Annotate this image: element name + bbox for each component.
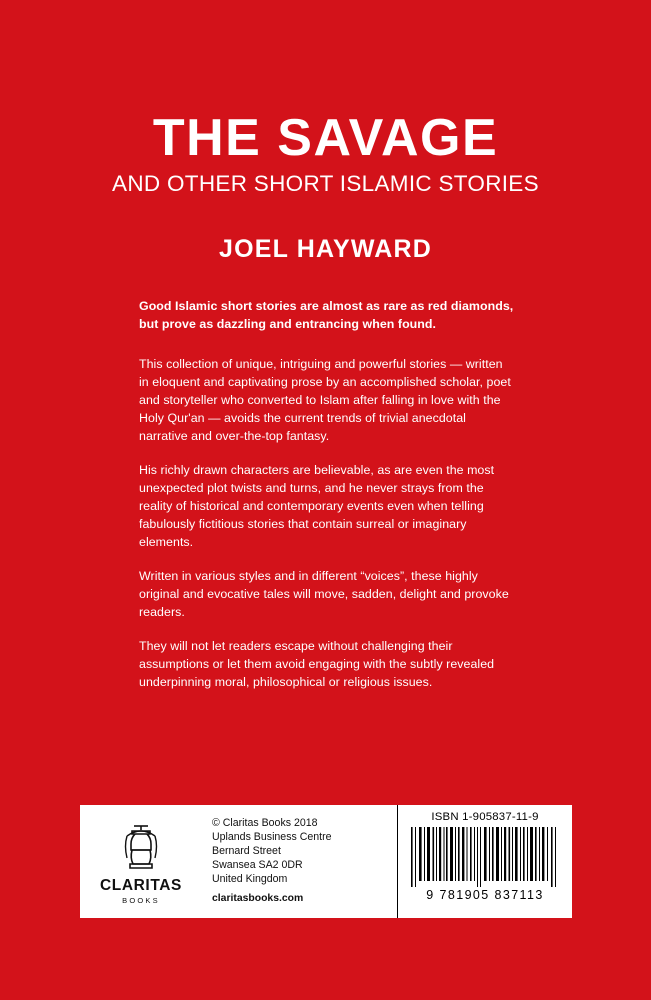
title-block [0,109,651,264]
page-title: THE SAVAGE [152,109,499,167]
publisher-sub: BOOKS [122,896,160,905]
blurb-paragraph: His richly drawn characters are believable, as are even the most unexpected plot twists and turns, and he never strays from the reality of historical and contemporary events even when telling fabulously fictitious stories that contain surreal or imaginary elements. [139,462,495,549]
page-subtitle: AND OTHER SHORT ISLAMIC STORIES [112,171,539,197]
copyright-line: © Claritas Books 2018 [212,817,318,829]
barcode-icon [409,827,561,887]
publisher-website[interactable]: claritasbooks.com [212,893,304,905]
footer-panel [80,805,572,918]
blurb-paragraph: They will not let readers escape without challenging their assumptions or let them avoid engaging with the subtly revealed underpinning moral, philosophical or religious issues. [139,638,495,689]
publisher-address [203,805,397,918]
blurb-lead: Good Islamic short stories are almost as rare as red diamonds, but prove as dazzling and entrancing when found. [139,299,514,331]
address-line-1: Uplands Business Centre [212,831,332,844]
publisher-logo [80,805,203,918]
author-name: JOEL HAYWARD [218,235,433,264]
oil-lamp-icon [121,822,161,874]
address-line-3: Swansea SA2 0DR [212,859,303,872]
isbn-digits: 9 781905 837113 [426,888,544,902]
blurb-text [139,298,514,708]
address-line-4: United Kingdom [212,873,288,886]
isbn-label: ISBN 1-905837-11-9 [431,811,539,823]
isbn-block [397,805,572,918]
address-line-2: Bernard Street [212,845,281,858]
blurb-paragraph: Written in various styles and in different “voices”, these highly original and evocative tales will move, sadden, delight and provoke readers. [139,568,509,619]
blurb-paragraph: This collection of unique, intriguing and powerful stories — written in eloquent and captivating prose by an accomplished scholar, poet and storyteller who converted to Islam after falling in love with the Holy Qur'an — avoids the current trends of trivial anecdotal narrative and over-the-top fantasy. [139,356,511,443]
publisher-name: CLARITAS [99,877,182,894]
